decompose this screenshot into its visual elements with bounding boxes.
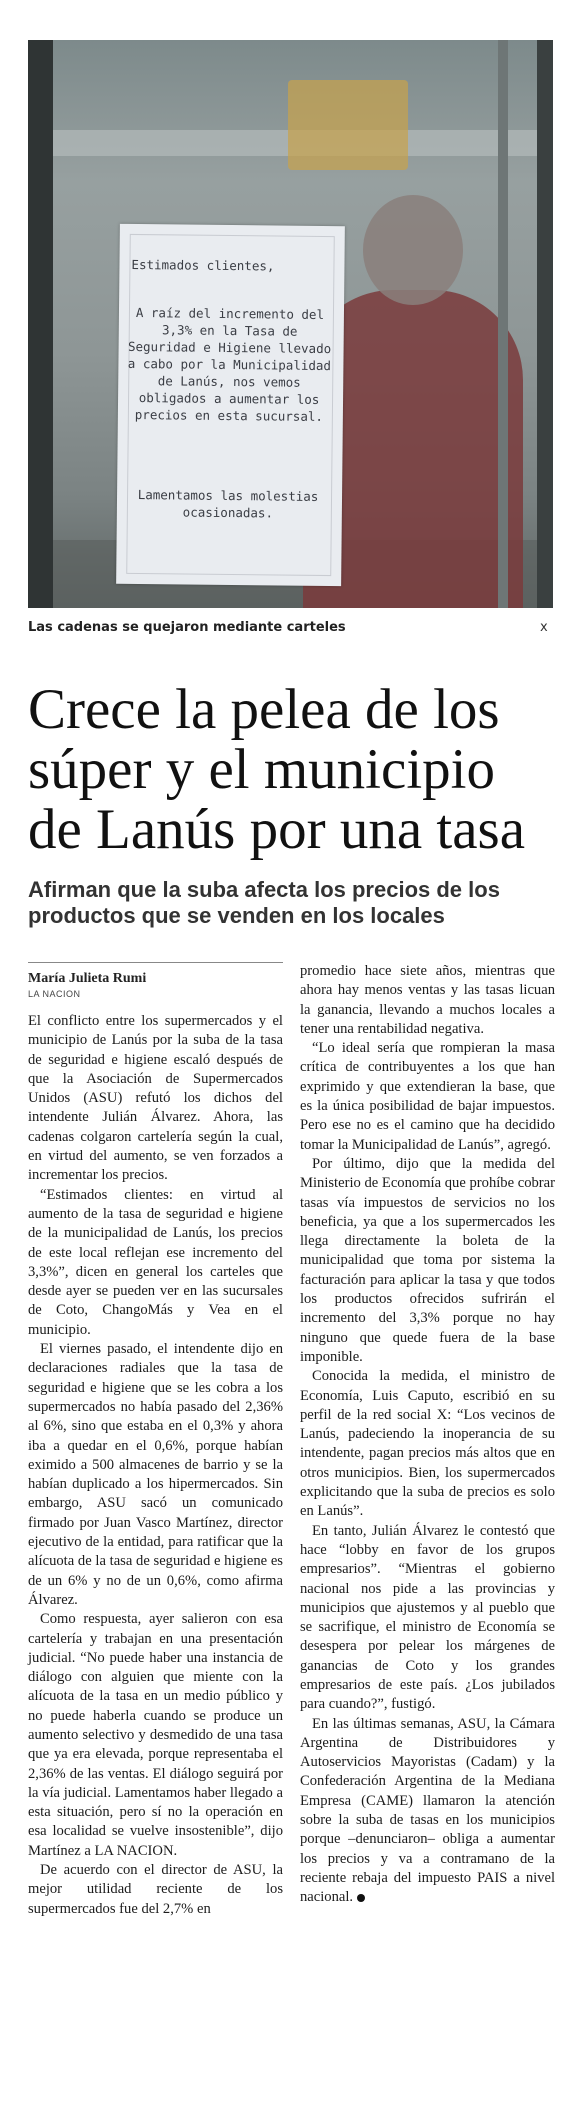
- paragraph: promedio hace siete años, mientras que ahora hay menos ventas y las tasas licuan la ganancia, llevando a muchos locales a tener una rentabilidad negativa.: [300, 963, 555, 1037]
- paragraph: “Estimados clientes: en virtud al aumento de la tasa de seguridad e higiene de la municipalidad de Lanús, los precios de este local reflejan ese incremento del 3,3%”, dicen en general los carteles que desde ayer se pueden ver en las sucursales de Coto, ChangoMás y Vea en el municipio.: [28, 1186, 283, 1338]
- paragraph: Conocida la medida, el ministro de Economía, Luis Caputo, escribió en su perfil de la red social X: “Los vecinos de Lanús, padeciendo la inoperancia de su intendente, pagan precios más altos que en otros municipios. Bien, los supermercados explicitando que la suba de precios es solo en Lanús”.: [300, 1368, 555, 1520]
- last-paragraph-text: En las últimas semanas, ASU, la Cámara Argentina de Distribuidores y Autoservicios Mayoristas (Cadam) y la Confederación Argentina de la Mediana Empresa (CAME) llamaron la atención sobre la suba de tasas en los municipios porque –denunciaron– obliga a aumentar los precios y va a contramano de la reciente rebaja del impuesto PAIS a nivel nacional.: [300, 1715, 555, 1906]
- paragraph: El viernes pasado, el intendente dijo en declaraciones radiales que la tasa de seguridad e higiene que se les cobra a los supermercados no había pasado del 2,36% al 6%, sino que estaba en el 0,3% y ahora iba a quedar en el 0,6%, porque habían eximido a 500 almacenes de barrio y se la habían duplicado a los hipermercados. Sin embargo, ASU sacó un comunicado firmado por Juan Vasco Martínez, director ejecutivo de la entidad, para ratificar que la alícuota de la tasa de seguridad e higiene es de un 6% y no de un 0,6%, como afirma Álvarez.: [28, 1341, 283, 1608]
- photo-frame-left: [28, 40, 53, 608]
- subtitle: Afirman que la suba afecta los precios de los productos que se venden en los locales: [28, 877, 500, 928]
- article-photo: [28, 40, 553, 608]
- notice-sheet: [116, 224, 345, 586]
- photo-caption: Las cadenas se quejaron mediante carteles: [28, 620, 346, 635]
- photo-store-sign: [288, 80, 408, 170]
- headline: Crece la pelea de los súper y el municipio de Lanús por una tasa: [28, 678, 525, 861]
- photo-frame-right: [537, 40, 553, 608]
- paragraph: Por último, dijo que la medida del Ministerio de Economía que prohíbe cobrar tasas vía impuestos de servicios no los beneficia, ya que a los supermercados les llega directamente la boleta de la municipalidad que toma por sistema la facturación para aplicar la tasa y que todos los productos ofrecidos sufrirán el incremento del 3,3% porque no hay ninguno que quede fuera de la base imponible.: [300, 1155, 555, 1365]
- notice-greeting: Estimados clientes,: [131, 256, 275, 274]
- byline: [28, 962, 283, 999]
- outlet-name: LA NACION: [28, 989, 81, 999]
- paragraph: “Lo ideal sería que rompieran la masa crítica de contribuyentes a los que han exprimido y que extendieran la base, que es la única posibilidad de bajar impuestos. Pero ese no es el camino que ha decidido tomar la Municipalidad de Lanús”, agregó.: [300, 1040, 555, 1153]
- author-name: María Julieta Rumi: [28, 971, 147, 986]
- paragraph: En tanto, Julián Álvarez le contestó que hace “lobby en favor de los grupos empresarios”. “Mientras el gobierno nacional nos pide a las provincias y municipios que ajustemos y al pueblo que se sacrifique, el ministro de Economía se desespera por pelear los márgenes de ganancias de Coto y los grandes empresarios de este país. ¿Los jubilados para cuando?”, fustigó.: [300, 1522, 555, 1713]
- notice-closing: Lamentamos las molestias ocasionadas.: [137, 487, 319, 521]
- paragraph: [300, 1715, 555, 1908]
- article-column-1: [28, 1012, 283, 1919]
- paragraph: Como respuesta, ayer salieron con esa cartelería y trabajan en una presentación judicial. “No puede haber una instancia de diálogo con alguien que miente con la alícuota de la tasa en un medio público y no puede haberla cuando se produce un aumento selectivo y desmedido de una tasa que ya era elevada, porque representaba el 2,36% de las ventas. El diálogo seguirá por la vía judicial. Lamentamos haber llegado a esta situación, pero sí no la operación en esa localidad se vuelve insostenible”, dijo Martínez a LA NACION.: [28, 1611, 283, 1859]
- end-of-article-icon: [357, 1894, 365, 1902]
- paragraph: De acuerdo con el director de ASU, la mejor utilidad reciente de los supermercados fue del 2,7% en: [28, 1862, 283, 1917]
- photo-door-frame: [498, 40, 508, 608]
- caption-close-icon[interactable]: x: [540, 620, 548, 635]
- paragraph: El conflicto entre los supermercados y el municipio de Lanús por la suba de la tasa de seguridad e higiene escaló después de que la Asociación de Supermercados Unidos (ASU) refutó los dichos del intendente Julián Álvarez. Ahora, las cadenas colgaron cartelería según la cual, en virtud del aumento, se ven forzados a incrementar los precios.: [28, 1013, 283, 1184]
- article-column-2: [300, 962, 555, 1908]
- notice-body: A raíz del incremento del 3,3% en la Tasa de Seguridad e Higiene llevado a cabo por la Municipalidad de Lanús, nos vemos obligados a aumentar los precios en esta sucursal.: [127, 305, 332, 424]
- photo-person-head: [363, 195, 463, 305]
